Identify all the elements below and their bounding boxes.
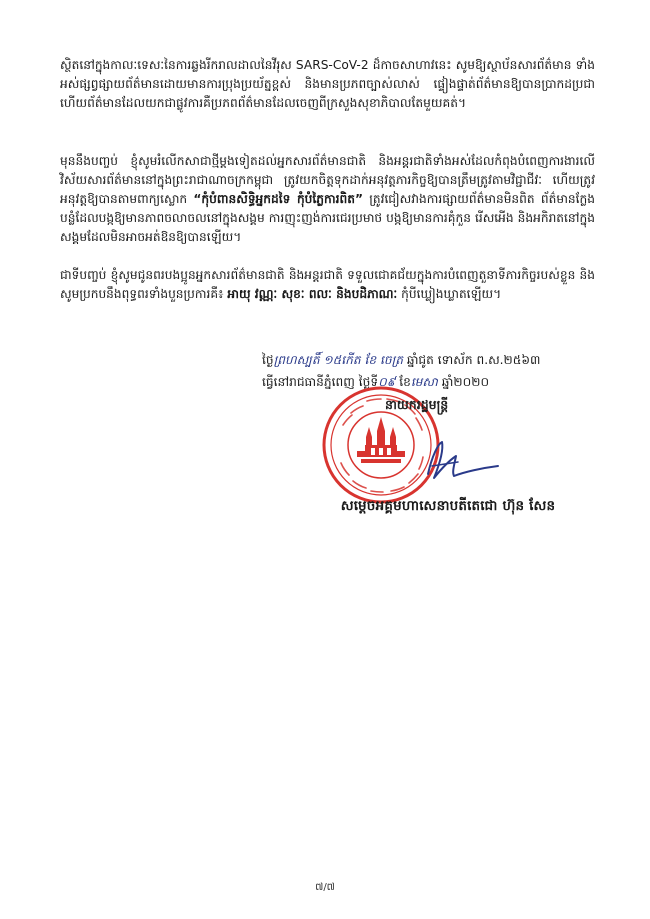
lunar-date xyxy=(262,349,592,371)
paragraph-2-text-2: ត្រូវជៀសវាងការផ្សាយព័ត៌មានមិនពិត ព័ត៌មានក្លែងបន្លំដែលបង្កឱ្យមានភាពចលាចលនៅក្នុងសង្គម ការញុះញង់ការជេរប្រមាថ បង្កឱ្យមានការគុំកួន រើសអើង និងអកិរាតនៅក្នុងសង្គមដែលមិនអាចអត់ឱនឱ្យបានឡើយ។ xyxy=(60,192,596,244)
solar-date-day: ០៩ xyxy=(378,375,396,389)
page-number: ៧/៧ xyxy=(315,882,335,893)
lunar-date-handwritten: ព្រហស្បតិ៍ ១៥កើត ខែ ចេត្រ xyxy=(273,353,403,367)
signer-name: សម្តេចអគ្គមហាសេនាបតីតេជោ ហ៊ុន សែន xyxy=(340,498,556,514)
slogan-text: “កុំបំពានសិទ្ធិអ្នកដទៃ កុំបំភ្លៃការពិត” xyxy=(193,192,363,206)
solar-date-prefix: ធ្វើនៅរាជធានីភ្នំពេញ ថ្ងៃទី xyxy=(262,375,379,389)
solar-date-month: មេសា xyxy=(410,375,438,389)
solar-date-month-prefix: ខែ xyxy=(399,375,411,389)
paragraph-2 xyxy=(60,152,595,247)
signer-title: នាយករដ្ឋមន្ត្រី xyxy=(385,397,449,412)
paragraph-3-text-2: កុំបីឃ្លៀងឃ្លាតឡើយ។ xyxy=(401,287,502,301)
paragraph-1: ស្ថិតនៅក្នុងកាលៈទេសៈនៃការឆ្លងរីករាលដាលនៃវីរុស SARS-CoV-2 ដ៏កាចសាហាវនេះ សូមឱ្យស្ថាប័នសារព័ត៌មាន ទាំងអស់ផ្សព្វផ្សាយព័ត៌មានដោយមានការប្រុងប្រយ័ត្នខ្ពស់ និងមានប្រភពច្បាស់លាស់ ផ្ទៀងផ្ទាត់ព័ត៌មានឱ្យបានប្រាកដប្រជា ហើយព័ត៌មានដែលយកជាផ្លូវការគឺប្រភពព័ត៌មានដែលចេញពីក្រសួងសុខាភិបាលតែមួយគត់។ xyxy=(60,58,595,110)
paragraph-3-text-1: ជាទីបញ្ចប់ ខ្ញុំសូមជូនពរបងប្អូនអ្នកសារព័ត៌មានជាតិ និងអន្តរជាតិ ទទួលជោគជ័យក្នុងការបំពេញតួនាទីភារកិច្ចរបស់ខ្លួន និងសូមប្រកបនឹងពុទ្ធពរទាំងបួនប្រការគឺ៖ xyxy=(60,268,595,301)
paragraph-3 xyxy=(60,266,595,304)
blessings-text: អាយុ វណ្ណៈ សុខៈ ពលៈ និងបដិភាណៈ xyxy=(227,287,398,301)
lunar-date-suffix: ឆ្នាំជូត ទោស័ក ព.ស.២៥៦៣ xyxy=(406,353,541,367)
solar-date-year: ឆ្នាំ២០២០ xyxy=(441,375,490,389)
handwritten-signature-icon xyxy=(398,438,508,488)
lunar-date-prefix: ថ្ងៃ xyxy=(262,353,274,367)
paragraph-2-text-1: មុននឹងបញ្ចប់ ខ្ញុំសូមរំលើកសាជាថ្មីម្តងទៀតដល់អ្នកសារព័ត៌មានជាតិ និងអន្តរជាតិទាំងអស់ដែលកំពុងបំពេញការងារលើវិស័យសារព័ត៌មាននៅក្នុងព្រះរាជាណាចក្រកម្ពុជា ត្រូវយកចិត្តទុកដាក់អនុវត្តភារកិច្ចឱ្យបានត្រឹមត្រូវតាមវិជ្ជាជីវៈ ហើយត្រូវអនុវត្តឱ្យបានតាមពាក្យស្លោក xyxy=(60,154,595,206)
